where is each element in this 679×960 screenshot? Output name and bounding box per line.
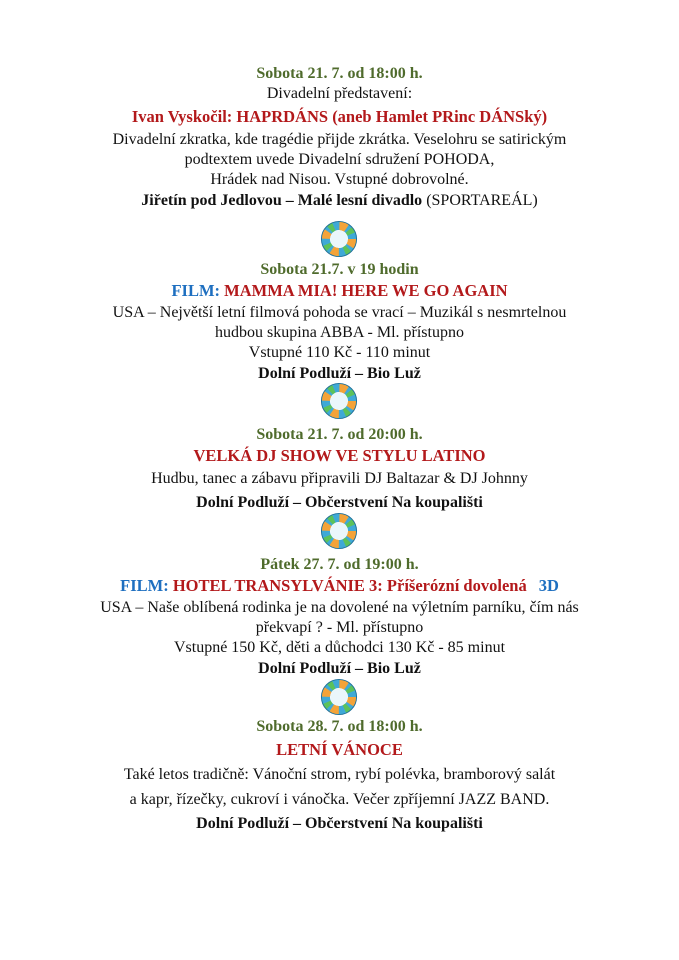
event-location: Dolní Podluží – Bio Luž: [258, 660, 421, 677]
event-location: Dolní Podluží – Občerstvení Na koupališti: [196, 494, 483, 511]
event-title-line: [0, 281, 679, 301]
event-desc-line: Vstupné 150 Kč, děti a důchodci 130 Kč - 85 minut: [173, 639, 506, 656]
event-4: [0, 555, 679, 680]
event-date: Sobota 28. 7. od 18:00 h.: [256, 718, 423, 735]
event-title: HOTEL TRANSYLVÁNIE 3: Příšerózní dovolená: [172, 576, 527, 595]
event-title-line: [0, 576, 679, 596]
event-date: Pátek 27. 7. od 19:00 h.: [260, 556, 419, 573]
swim-ring-icon: [320, 220, 358, 258]
event-date: Sobota 21.7. v 19 hodin: [260, 261, 419, 278]
event-desc-line: hudbou skupina ABBA - Ml. přístupno: [215, 324, 464, 341]
event-desc-line: a kapr, řízečky, cukroví i vánočka. Večer zpříjemní JAZZ BAND.: [129, 791, 550, 808]
event-date: Sobota 21. 7. od 20:00 h.: [256, 426, 423, 443]
event-desc-line: Hrádek nad Nisou. Vstupné dobrovolné.: [210, 171, 469, 188]
event-title: LETNÍ VÁNOCE: [276, 740, 403, 759]
event-location: [0, 190, 679, 212]
event-pretitle: Divadelní představení:: [266, 85, 413, 102]
swim-ring-icon: [320, 678, 358, 716]
event-desc-line: Hudbu, tanec a zábavu připravili DJ Baltazar & DJ Johnny: [151, 470, 528, 487]
event-3: [0, 425, 679, 514]
event-date: Sobota 21. 7. od 18:00 h.: [256, 65, 423, 82]
event-desc-line: překvapí ? - Ml. přístupno: [255, 619, 424, 636]
swim-ring-icon: [320, 512, 358, 550]
event-5: [0, 717, 679, 835]
film-label: FILM:: [171, 281, 225, 300]
event-desc-line: Divadelní zkratka, kde tragédie přijde zkrátka. Veselohru se satirickým: [112, 131, 567, 148]
event-desc-line: Také letos tradičně: Vánoční strom, rybí polévka, bramborový salát: [123, 766, 556, 783]
location-extra: (SPORTAREÁL): [422, 192, 538, 209]
event-title: Ivan Vyskočil: HAPRDÁNS (aneb Hamlet PRinc DÁNSký): [131, 107, 548, 126]
event-desc-line: Vstupné 110 Kč - 110 minut: [248, 344, 431, 361]
swim-ring-icon: [320, 382, 358, 420]
event-2: [0, 260, 679, 385]
event-location: Dolní Podluží – Bio Luž: [258, 365, 421, 382]
event-location: Dolní Podluží – Občerstvení Na koupališti: [196, 815, 483, 832]
location-venue: Jiřetín pod Jedlovou – Malé lesní divadlo: [141, 192, 423, 209]
film-label: FILM:: [120, 576, 173, 595]
event-desc-line: podtextem uvede Divadelní sdružení POHODA,: [184, 151, 495, 168]
event-desc-line: USA – Naše oblíbená rodinka je na dovolené na výletním parníku, čím nás: [100, 599, 579, 616]
event-title: VELKÁ DJ SHOW VE STYLU LATINO: [193, 446, 486, 465]
event-desc-line: USA – Největší letní filmová pohoda se vrací – Muzikál s nesmrtelnou: [112, 304, 567, 321]
format-badge: 3D: [538, 576, 559, 595]
event-title: MAMMA MIA! HERE WE GO AGAIN: [224, 281, 508, 300]
event-1: [0, 64, 679, 212]
